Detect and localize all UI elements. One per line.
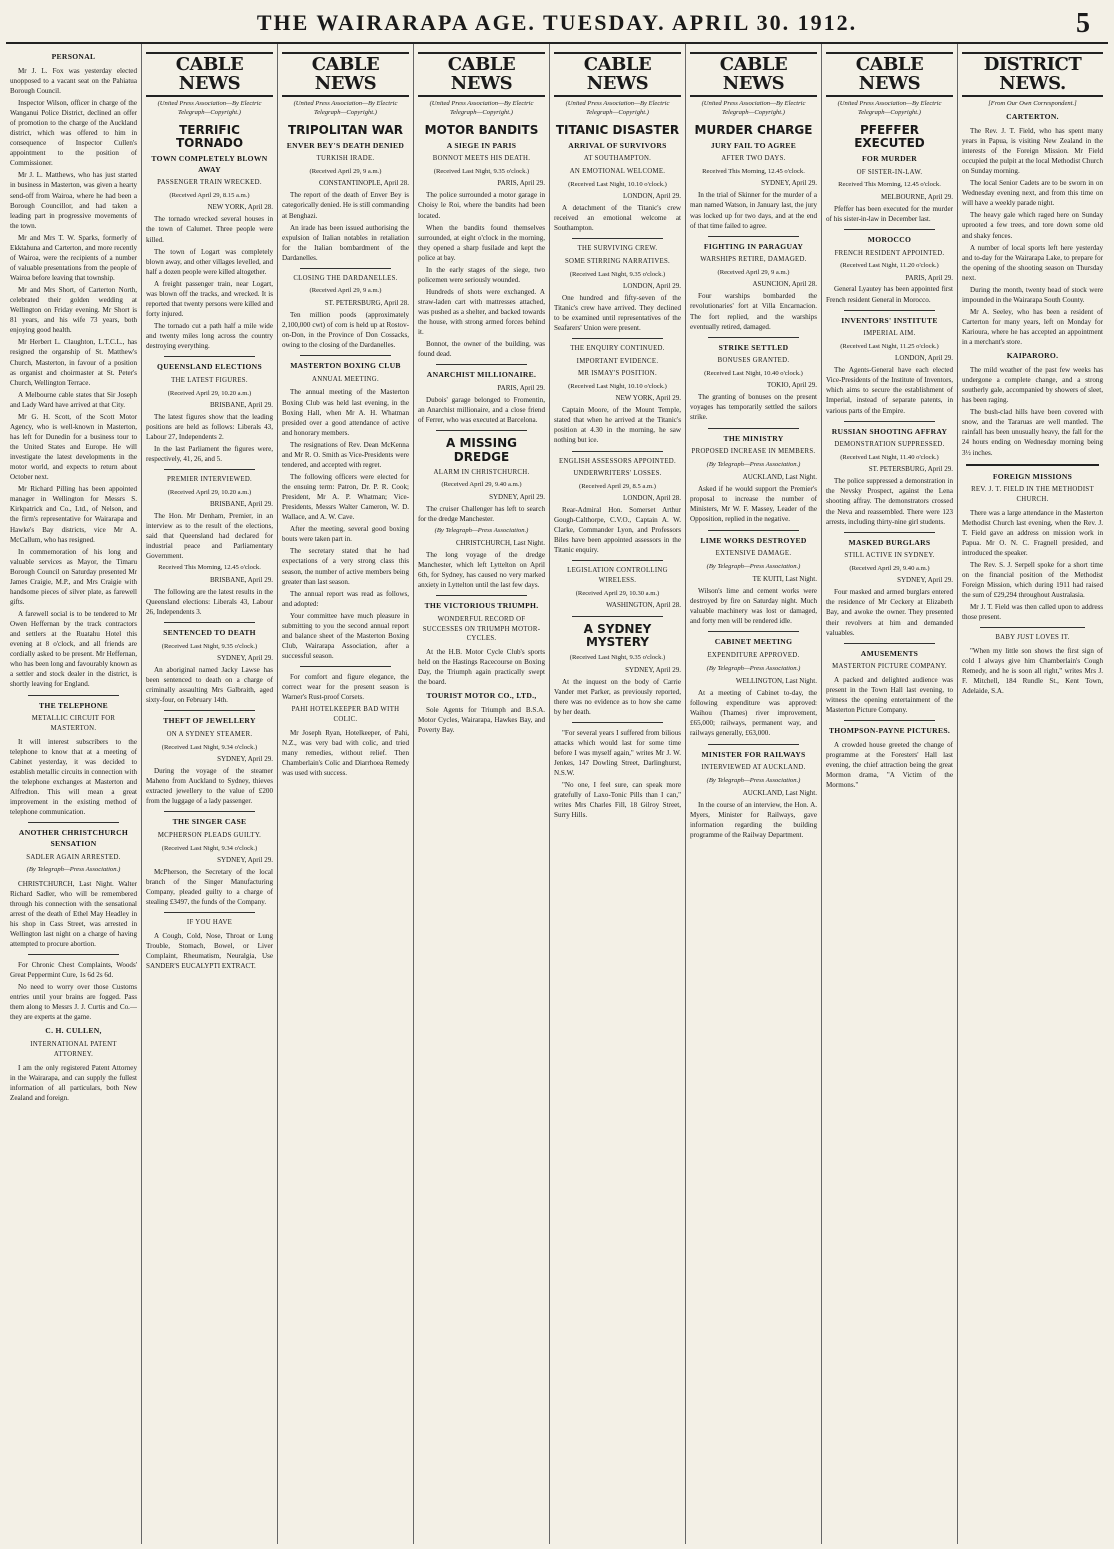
divider [300, 355, 391, 356]
subheadline: ANOTHER CHRISTCHURCH SENSATION [18, 828, 129, 848]
dateline: WELLINGTON, Last Night. [735, 677, 817, 686]
article-paragraph: The cruiser Challenger has left to search for the dredge Manchester. [418, 504, 545, 523]
deck: THE ENQUIRY CONTINUED. [570, 345, 665, 353]
deck: UNDERWRITERS' LOSSES. [573, 470, 662, 478]
credit-line: (By Telegraph—Press Association.) [706, 562, 801, 570]
dateline: SYDNEY, April 29. [217, 654, 273, 663]
subheadline: THE TELEPHONE [39, 700, 108, 710]
credit-line: (United Press Association—By Electric Telegraph—Copyright.) [429, 99, 534, 117]
subheadline: MASKED BURGLARS [848, 537, 931, 547]
subheadline: THOMPSON-PAYNE PICTURES. [828, 726, 951, 736]
divider [572, 338, 663, 339]
deck: DEMONSTRATION SUPPRESSED. [834, 441, 945, 449]
article-paragraph: Four masked and armed burglars entered the residence of Mr Ceckery at Elizabeth Bay, and awoke the owner. They presented their revolvers at him and demanded valuables. [826, 588, 953, 637]
dateline: LONDON, April 28. [623, 494, 681, 503]
article-paragraph: The Rev. J. T. Field, who has spent many years in Papua, is visiting New Zealand in the interests of the Foreign Mission. Mr Field occupied the pulpit at the local Methodist Church on Sunday morning. [962, 126, 1103, 176]
article-paragraph: Mr J. L. Fox was yesterday elected unopposed to a vacant seat on the Pahiatua Borough Council. [10, 66, 137, 95]
credit-line: (By Telegraph—Press Association.) [434, 526, 529, 534]
deck: SADLER AGAIN ARRESTED. [26, 853, 121, 861]
deck: PREMIER INTERVIEWED. [166, 476, 253, 484]
divider [164, 811, 255, 812]
dateline: LONDON, April 29. [623, 281, 681, 290]
deck: PAHI HOTELKEEPER BAD WITH COLIC. [291, 706, 400, 723]
deck: AT SOUTHAMPTON. [583, 155, 652, 163]
headline: MOTOR BANDITS [424, 122, 539, 137]
deck: ON A SYDNEY STEAMER. [166, 731, 253, 739]
article-paragraph: "No one, I feel sure, can speak more gratefully of Laxo-Tonic Pills than I can," writes Mrs Charles Fill, 18 Gilroy Street, Surry Hills. [554, 781, 681, 820]
divider [844, 229, 935, 230]
article-paragraph: An irade has been issued authorising the expulsion of Italian notables in retaliation for the Italian bombardment of the Dardanelles. [282, 223, 409, 262]
deck: WARSHIPS RETIRE, DAMAGED. [700, 256, 807, 264]
dateline: ST. PETERSBURG, April 28. [324, 298, 409, 307]
dateline-received: (Received April 29, 9 a.m.) [309, 168, 382, 176]
subheadline: LIME WORKS DESTROYED [700, 535, 807, 545]
article-paragraph: In commemoration of his long and valuable services as Mayor, the Timaru Borough Council on Saturday presented Mr James Craigie, M.P., and Mrs Craigie with handsome pieces of silver plate, as farewell gifts. [10, 547, 137, 606]
dateline: PARIS, April 29. [497, 384, 545, 393]
deck: BONNOT MEETS HIS DEATH. [432, 155, 531, 163]
article-paragraph: Your committee have much pleasure in submitting to you the second annual report and balance sheet of the Masterton Boxing Club, Wairarapa Association, after a successful season. [282, 611, 409, 661]
article-paragraph: During the month, twenty head of stock were impounded in the Wairarapa South County. [962, 285, 1103, 304]
dateline: LONDON, April 29. [895, 354, 953, 363]
column-8 [958, 44, 1107, 1544]
column-6 [686, 44, 822, 1544]
divider [844, 720, 935, 721]
column-banner: CABLE NEWS [418, 52, 545, 97]
article-paragraph: The annual meeting of the Masterton Boxing Club was held last evening, in the Boxing Hall, when Mr A. H. Whatman presided over a good attendance of active and honorary members. [282, 388, 409, 437]
article-paragraph: Hundreds of shots were exchanged. A straw-laden cart with mattresses attached, was pushed as a shelter, and backed towards the house, with strong armed forces behind it. [418, 287, 545, 337]
divider [708, 744, 799, 745]
headline: TITANIC DISASTER [555, 122, 680, 137]
deck: TURKISH IRADE. [316, 155, 375, 163]
article-paragraph: A crowded house greeted the change of programme at the Foresters' Hall last evening, the chief attraction being the great Mormon drama, "A Victim of the Mormons." [826, 741, 953, 790]
divider [436, 430, 527, 431]
subheadline: ENVER BEY'S DEATH DENIED [286, 140, 405, 150]
divider [164, 356, 255, 357]
subheadline: CABINET MEETING [714, 637, 793, 647]
deck: LEGISLATION CONTROLLING WIRELESS. [567, 567, 668, 585]
article-paragraph: One hundred and fifty-seven of the Titanic's crew have arrived. They declined to be examined until representatives of the Seafarers' Union were present. [554, 293, 681, 332]
divider [28, 695, 119, 696]
subheadline: QUEENSLAND ELECTIONS [157, 362, 262, 372]
article-paragraph: At a meeting of Cabinet to-day, the following expenditure was approved: Waihou (Thames) river improvement, £65,000; railways, permanent way, and railways generally, £63,000. [690, 689, 817, 738]
deck: METALLIC CIRCUIT FOR MASTERTON. [31, 715, 116, 732]
deck: AN EMOTIONAL WELCOME. [569, 168, 666, 176]
dateline: SYDNEY, April 29. [217, 856, 273, 865]
column-banner: CABLE NEWS [690, 52, 817, 97]
dateline: BRISBANE, April 29. [209, 500, 273, 509]
subheadline: AMUSEMENTS [860, 648, 919, 658]
article-paragraph: A packed and delighted audience was present in the Town Hall last evening, to witness the opening entertainment of the Masterton Picture Company. [826, 676, 953, 715]
deck: WONDERFUL RECORD OF SUCCESSES ON TRIUMPH MOTOR-CYCLES. [422, 616, 541, 643]
dateline-received: Received This Morning, 12.45 o'clock. [158, 564, 261, 572]
dateline: WASHINGTON, April 28. [606, 601, 681, 610]
article-paragraph: "When my little son shows the first sign of cold I always give him Chamberlain's Cough Remedy, and he is soon all right," writes Mrs J. F. Mitchell, 184 Rundle St., Kent Town, Adelaide, S.A. [962, 646, 1103, 696]
article-paragraph: A freight passenger train, near Logart, was blown off the tracks, and wrecked. It is reported that twenty persons were killed and forty injured. [146, 279, 273, 318]
article-paragraph: After the meeting, several good boxing bouts were taken part in. [282, 525, 409, 544]
article-paragraph: During the voyage of the steamer Maheno from Auckland to Sydney, thieves extracted jewellery to the value of £200 from the luggage of a lady passenger. [146, 767, 273, 806]
divider [708, 631, 799, 632]
subheadline: CARTERTON. [1006, 112, 1059, 122]
divider [708, 530, 799, 531]
deck: MR ISMAY'S POSITION. [578, 370, 657, 378]
headline: A SYDNEY MYSTERY [583, 622, 652, 650]
article-paragraph: No need to worry over those Customs entries until your brains are fogged. Pass them along to Messrs J. J. Curtis and Co.—they are experts at the game. [10, 983, 137, 1022]
article-paragraph: Mr and Mrs Short, of Carterton North, celebrated their golden wedding at Wellington on Friday evening. Mr Short is 81 years, and his wife 73 years, both enjoying good health. [10, 286, 137, 335]
deck: OF SISTER-IN-LAW. [856, 168, 923, 176]
deck: PASSENGER TRAIN WRECKED. [157, 179, 262, 187]
dateline: NEW YORK, April 28. [207, 203, 273, 212]
article-paragraph: The local Senior Cadets are to be sworn in on Wednesday evening next, and from this time on will have a weekly parade night. [962, 179, 1103, 208]
deck: MCPHERSON PLEADS GUILTY. [157, 832, 262, 840]
dateline-received: (Received April 29, 10.20 a.m.) [167, 389, 252, 397]
article-paragraph: The report of the death of Enver Bey is categorically denied. He is still commanding at Benghazi. [282, 191, 409, 220]
column-5 [550, 44, 686, 1544]
divider [708, 236, 799, 237]
divider [572, 560, 663, 561]
subheadline: FIGHTING IN PARAGUAY [703, 241, 804, 251]
dateline-received: (Received April 29, 10.20 a.m.) [167, 488, 252, 496]
dateline: ST. PETERSBURG, April 29. [868, 465, 953, 474]
column-7 [822, 44, 958, 1544]
subheadline: THE MINISTRY [723, 433, 784, 443]
article-paragraph: The long voyage of the dredge Manchester, which left Lyttelton on April 6th, for Sydney, has caused no very marked anxiety in Lyttelton until the last few days. [418, 551, 545, 590]
divider [844, 532, 935, 533]
column-banner: CABLE NEWS [554, 52, 681, 97]
divider [164, 469, 255, 470]
article-paragraph: The secretary stated that he had expectations of a very strong class this season, the number of active members being greater than last season. [282, 547, 409, 586]
dateline-received: (Received Last Night, 10.40 o'clock.) [704, 370, 803, 378]
divider [980, 627, 1085, 628]
article-paragraph: "For several years I suffered from bilious attacks which would last for some time before I was myself again," writes Mr J. W. Jenkes, 147 Dowling Street, Darlinghurst, N.S.W. [554, 728, 681, 778]
masthead-title: THE WAIRARAPA AGE. TUESDAY. APRIL 30. 1912. [256, 10, 858, 35]
column-banner: CABLE NEWS [826, 52, 953, 97]
column-banner: CABLE NEWS [146, 52, 273, 97]
dateline: SYDNEY, April 29. [489, 492, 545, 501]
deck: MASTERTON PICTURE COMPANY. [832, 663, 947, 671]
subheadline: TOWN COMPLETELY BLOWN AWAY [151, 153, 268, 174]
divider [572, 238, 663, 239]
divider [164, 912, 255, 913]
credit-line: (United Press Association—By Electric Telegraph—Copyright.) [157, 99, 262, 117]
deck: STILL ACTIVE IN SYDNEY. [844, 552, 935, 560]
article-paragraph: At the inquest on the body of Carrie Vander met Parker, as previously reported, there was no evidence as to how she came by her death. [554, 677, 681, 716]
column-4 [414, 44, 550, 1544]
dateline-received: (Received Last Night, 11.20 o'clock.) [840, 262, 939, 270]
article-paragraph: A Cough, Cold, Nose, Throat or Lung Trouble, Stomach, Bowel, or Liver Complaint, Rheumatism, Neuralgia, Use SANDER'S EUCALYPTI EXTRACT. [146, 931, 273, 971]
article-paragraph: Inspector Wilson, officer in charge of the Wanganui Police District, declined an offer of promotion to the charge of the Auckland district, which was offered to him in consequence of Inspector Cullen's appointment to the position of Commissioner. [10, 98, 137, 168]
divider [28, 822, 119, 823]
article-paragraph: The mild weather of the past few weeks has undergone a complete change, and a strong southerly gale, accompanied by showers of sleet, has been raging. [962, 366, 1103, 405]
article-paragraph: The Agents-General have each elected Vice-Presidents of the Institute of Inventors, which aims to secure the establishment of Imperial, instead of separate patents, in various parts of the Empire. [826, 366, 953, 415]
column-3 [278, 44, 414, 1544]
headline: TRIPOLITAN WAR [288, 122, 403, 137]
article-paragraph: The following officers were elected for the ensuing term: Patron, Dr. P. R. Cook; President, Mr A. P. Whatman; Vice-Presidents, Messrs Walter Cameron, W. D. Wallace, and A. W. Cave. [282, 472, 409, 522]
article-paragraph: The Rev. S. J. Serpell spoke for a short time on the financial position of the Methodist Foreign Mission, which during 1911 had raised the sum of £29,294 throughout Australasia. [962, 560, 1103, 600]
subheadline: ANARCHIST MILLIONAIRE. [426, 370, 537, 380]
article-paragraph: A detachment of the Titanic's crew received an emotional welcome at Southampton. [554, 204, 681, 233]
deck: EXPENDITURE APPROVED. [707, 652, 800, 660]
divider [708, 428, 799, 429]
article-paragraph: An aboriginal named Jacky Lawse has been sentenced to death on a charge of criminally assaulting Mrs Galbraith, aged sixty-four, on February 14th. [146, 666, 273, 705]
dateline: AUCKLAND, Last Night. [742, 789, 817, 798]
dateline: BRISBANE, April 29. [209, 400, 273, 409]
credit-line: [From Our Own Correspondent.] [988, 99, 1077, 107]
headline: MURDER CHARGE [694, 122, 813, 137]
dateline: SYDNEY, April 29. [761, 179, 817, 188]
credit-line: (By Telegraph—Press Association.) [26, 866, 121, 874]
deck: PROPOSED INCREASE IN MEMBERS. [691, 448, 816, 456]
deck: IMPORTANT EVIDENCE. [576, 357, 659, 365]
article-paragraph: A Melbourne cable states that Sir Joseph and Lady Ward have arrived at that City. [10, 390, 137, 409]
article-paragraph: Mr A. Seeley, who has been a resident of Carterton for many years, left on Monday for Karioura, where he has accepted an appointment in a merchant's store. [962, 307, 1103, 347]
subheadline: TOURIST MOTOR CO., LTD., [426, 691, 537, 701]
column-banner: CABLE NEWS [282, 52, 409, 97]
credit-line: (By Telegraph—Press Association.) [706, 664, 801, 672]
article-paragraph: Mr Herbert L. Claughton, L.T.C.L., has resigned the organship of St. Matthew's Church, Masterton, in favour of a position as organist and choirmaster at St. Peter's Church, Wellington Terrace. [10, 338, 137, 387]
dateline: CHRISTCHURCH, Last Night. [455, 539, 545, 548]
deck: IF YOU HAVE [186, 919, 233, 927]
dateline-received: (Received Last Night, 10.10 o'clock.) [568, 180, 667, 188]
article-paragraph: Ten million poods (approximately 2,100,000 cwt) of corn is held up at Rostov-on-Don, in the Province of Don Cossacks, owing to the closing of the Dardanelles. [282, 310, 409, 349]
article-paragraph: The police surrounded a motor garage in Choisy le Roi, where the bandits had been located. [418, 191, 545, 220]
dateline-received: (Received April 29, 9.40 a.m.) [441, 481, 522, 489]
column-banner: DISTRICT NEWS. [962, 52, 1103, 97]
article-paragraph: Captain Moore, of the Mount Temple, stated that when he arrived at the Titanic's position at 4.30 in the morning, he saw nothing but ice. [554, 406, 681, 445]
article-paragraph: CHRISTCHURCH, Last Night. Walter Richard Sadler, who will be remembered through his connection with the sensational arrest of the death of Ethel May Headley in his shop in Cass Street, was arrested in Wellington last night on a charge of having attempted to procure abortion. [10, 879, 137, 949]
subheadline: JURY FAIL TO AGREE [710, 140, 797, 150]
article-paragraph: Mr G. H. Scott, of the Scott Motor Agency, who is well-known in Masterton, has left for Dunedin for a business tour to the United States and Europe. He will investigate the latest developments in the motor world, and expects to return about October next. [10, 412, 137, 482]
divider [28, 954, 119, 955]
masthead [6, 4, 1108, 44]
divider [966, 464, 1099, 466]
article-paragraph: Mr J. T. Field was then called upon to address those present. [962, 603, 1103, 622]
dateline: SYDNEY, April 29. [625, 665, 681, 674]
article-paragraph: In the early stages of the siege, two policemen were seriously wounded. [418, 265, 545, 284]
subheadline: KAIPARORO. [1006, 351, 1059, 361]
dateline: PARIS, April 29. [497, 179, 545, 188]
deck: FRENCH RESIDENT APPOINTED. [834, 249, 945, 257]
deck: THE LATEST FIGURES. [171, 376, 248, 384]
subheadline: MINISTER FOR RAILWAYS [701, 749, 806, 759]
subheadline: MASTERTON BOXING CLUB [290, 361, 401, 371]
article-paragraph: Rear-Admiral Hon. Somerset Arthur Gough-Calthorpe, C.V.O., Captain A. W. Clarke, Commander Lyon, and Professors Biles have been appointed assessors in the Titanic enquiry. [554, 506, 681, 555]
divider [436, 595, 527, 596]
article-paragraph: I am the only registered Patent Attorney in the Wairarapa, and can supply the fullest information of all particulars, both New Zealand and foreign. [10, 1063, 137, 1102]
dateline-received: (Received Last Night, 9.35 o'clock.) [569, 270, 666, 278]
credit-line: (By Telegraph—Press Association.) [706, 460, 801, 468]
page-number: 5 [1076, 8, 1090, 39]
article-paragraph: When the bandits found themselves surrounded, at eight o'clock in the morning, they opened a sharp fusilade and kept the police at bay. [418, 223, 545, 262]
dateline-received: (Received Last Night, 9.34 o'clock.) [161, 844, 258, 852]
divider [572, 451, 663, 452]
divider [572, 616, 663, 617]
dateline-received: (Received Last Night, 11.40 o'clock.) [840, 454, 939, 462]
deck: SOME STIRRING NARRATIVES. [564, 257, 671, 265]
subheadline: SENTENCED TO DEATH [163, 627, 256, 637]
credit-line: (United Press Association—By Electric Telegraph—Copyright.) [293, 99, 398, 117]
dateline: TE KUITI, Last Night. [752, 575, 817, 584]
subheadline: THEFT OF JEWELLERY [163, 716, 256, 726]
subheadline: MOROCCO [867, 234, 912, 244]
article-paragraph: General Lyautey has been appointed first French resident General in Morocco. [826, 285, 953, 304]
article-paragraph: In the last Parliament the figures were, respectively, 41, 26, and 5. [146, 445, 273, 464]
article-paragraph: At the H.B. Motor Cycle Club's sports held on the Hastings Racecourse on Boxing Day, the Triumph again practically swept the board. [418, 648, 545, 687]
article-paragraph: Mr Joseph Ryan, Hotelkeeper, of Pahi, N.Z., was very bad with colic, and tried many remedies, without relief. Then Chamberlain's Colic and Diarrhoea Remedy was used with success. [282, 728, 409, 777]
dateline-received: (Received April 29, 8.15 a.m.) [169, 192, 250, 200]
divider [300, 268, 391, 269]
article-paragraph: The granting of bonuses on the present voyages has temporarily settled the sailors strike. [690, 393, 817, 422]
dateline-received: (Received April 29, 9 a.m.) [309, 287, 382, 295]
subheadline: ARRIVAL OF SURVIVORS [568, 140, 667, 150]
credit-line: (United Press Association—By Electric Telegraph—Copyright.) [701, 99, 806, 117]
article-paragraph: The bush-clad hills have been covered with snow, and the Tararuas are well mantled. The rainfall has been unusually heavy, the fall for the 24 hours ending on Wednesday morning being 3½ inches. [962, 408, 1103, 457]
deck: ANNUAL MEETING. [312, 375, 379, 383]
column-1 [6, 44, 142, 1544]
dateline: PARIS, April 29. [905, 273, 953, 282]
divider [572, 722, 663, 723]
subheadline: THE VICTORIOUS TRIUMPH. [424, 601, 539, 611]
subheadline: A SIEGE IN PARIS [446, 140, 517, 150]
article-paragraph: Pfeffer has been executed for the murder of his sister-in-law in December last. [826, 204, 953, 223]
dateline: ASUNCION, April 28. [752, 280, 817, 289]
dateline-received: (Received Last Night, 10.10 o'clock.) [568, 382, 667, 390]
divider [436, 364, 527, 365]
divider [844, 421, 935, 422]
article-paragraph: A farewell social is to be tendered to Mr Owen Heffernan by the track contractors and settlers at the Ruatahu Hotel this evening at 8 o'clock, and all friends are cordially asked to be present. Mr Heffernan, who has been long and favourably known as a settler and stock dealer in the district, is shortly leaving for England. [10, 610, 137, 689]
dateline-received: (Received Last Night, 11.25 o'clock.) [840, 342, 939, 350]
article-paragraph: The following are the latest results in the Queensland elections: Liberals 43, Labour 26, Independents 3. [146, 587, 273, 616]
subheadline: FOR MURDER [861, 153, 918, 163]
dateline-received: (Received April 29, 9 a.m.) [717, 269, 790, 277]
dateline-received: (Received April 29, 9.40 a.m.) [849, 565, 930, 573]
article-paragraph: The police suppressed a demonstration in the Nevsky Prospect, against the Lena shooting affray. The demonstrators crossed the Neva and reassembled. There were 123 arrests, including thirty-nine girl students. [826, 477, 953, 526]
deck: ENGLISH ASSESSORS APPOINTED. [559, 457, 676, 465]
article-paragraph: Mr J. L. Matthews, who has just started in business in Masterton, was given a hearty send-off from Wairoa, where he had been a Borough Councillor, and had taken a leading part in progressive movements of the town. [10, 171, 137, 230]
headline: PFEFFER EXECUTED [854, 122, 925, 150]
dateline-received: (Received Last Night, 9.34 o'clock.) [161, 743, 258, 751]
credit-line: (United Press Association—By Electric Telegraph—Copyright.) [837, 99, 942, 117]
deck: BONUSES GRANTED. [717, 357, 790, 365]
divider [164, 710, 255, 711]
article-paragraph: Bonnot, the owner of the building, was found dead. [418, 340, 545, 359]
divider [300, 666, 391, 667]
article-paragraph: The tornado cut a path half a mile wide and twenty miles long across the country destroying everything. [146, 322, 273, 351]
article-paragraph: The town of Logart was completely blown away, and other villages levelled, and half a dozen people were killed altogether. [146, 247, 273, 276]
dateline-received: (Received April 29, 10.30 a.m.) [575, 589, 660, 597]
article-paragraph: Mr and Mrs T. W. Sparks, formerly of Ekktahuna and Carterton, and more recently of Wairoa, were the recipients of a number of valuable presentations from the people of Wairoa before leaving that township. [10, 233, 137, 283]
article-paragraph: McPherson, the Secretary of the local branch of the Singer Manufacturing Company, pleaded guilty to a charge of stealing £3497, the funds of the Company. [146, 867, 273, 907]
dateline-received: (Received Last Night, 9.35 o'clock.) [161, 642, 258, 650]
deck: EXTENSIVE DAMAGE. [715, 550, 792, 558]
dateline: SYDNEY, April 29. [217, 755, 273, 764]
dateline: SYDNEY, April 29. [897, 576, 953, 585]
subheadline: RUSSIAN SHOOTING AFFRAY [831, 426, 948, 436]
article-paragraph: Four warships bombarded the revolutionaries' fort at Villa Encarnacion. The fort replied, and the warships eventually retired, damaged. [690, 292, 817, 331]
divider [708, 337, 799, 338]
dateline: LONDON, April 29. [623, 192, 681, 201]
deck: INTERVIEWED AT AUCKLAND. [701, 764, 806, 772]
subheadline: C. H. CULLEN, [45, 1026, 102, 1036]
article-paragraph: Dubois' garage belonged to Fromentin, an Anarchist millionaire, and a close friend of Ferrer, who was executed at Barcelona. [418, 396, 545, 425]
article-paragraph: The resignations of Rev. Dean McKenna and Mr R. O. Smith as Vice-Presidents were tendered, and accepted with regret. [282, 440, 409, 469]
deck: THE SURVIVING CREW. [577, 245, 658, 253]
dateline: BRISBANE, April 29. [209, 575, 273, 584]
article-paragraph: In the trial of Skinner for the murder of a man named Watson, in January last, the jury was locked up for two days, and at the end of that time failed to agree. [690, 191, 817, 230]
article-paragraph: The latest figures show that the leading positions are held as follows: Liberals 43, Labour 27, Independents 2. [146, 412, 273, 442]
credit-line: (United Press Association—By Electric Telegraph—Copyright.) [565, 99, 670, 117]
subheadline: INVENTORS' INSTITUTE [841, 315, 938, 325]
column-2 [142, 44, 278, 1544]
deck: ALARM IN CHRISTCHURCH. [433, 468, 530, 476]
dateline: NEW YORK, April 29. [615, 394, 681, 403]
deck: AFTER TWO DAYS. [721, 155, 786, 163]
article-paragraph: Mr Richard Pilling has been appointed manager in Wellington for Messrs S. Kirkpatrick and Co., Ltd., of Nelson, and the firm's representative for Wairarapa and Hawke's Bay districts, vice Mr A. McCallum, who has resigned. [10, 485, 137, 544]
article-paragraph: The tornado wrecked several houses in the town of Calumet. Three people were killed. [146, 215, 273, 244]
headline: A MISSING DREDGE [446, 436, 517, 464]
deck: REV. J. T. FIELD IN THE METHODIST CHURCH. [971, 486, 1094, 503]
article-paragraph: The heavy gale which raged here on Sunday uprooted a few trees, and tore down some old and shaky fences. [962, 211, 1103, 240]
subheadline: PERSONAL [51, 52, 96, 61]
deck: CLOSING THE DARDANELLES. [293, 274, 398, 282]
credit-line: (By Telegraph—Press Association.) [706, 776, 801, 784]
article-paragraph: The Hon. Mr Denham, Premier, in an interview as to the result of the elections, said that Queensland had declared for industrial peace and Parliamentary Government. [146, 512, 273, 561]
article-paragraph: The annual report was read as follows, and adopted: [282, 589, 409, 608]
dateline-received: Received This Morning, 12.45 o'clock. [838, 181, 941, 189]
headline: TERRIFIC TORNADO [175, 122, 244, 150]
dateline-received: (Received Last Night, 9.35 o'clock.) [569, 654, 666, 662]
article-paragraph: A number of local sports left here yesterday and to-day for the Wairarapa Lake, to prepare for the opening of the shooting season on Thursday next. [962, 243, 1103, 282]
dateline: MELBOURNE, April 29. [881, 192, 953, 201]
subheadline: STRIKE SETTLED [718, 342, 789, 352]
dateline: AUCKLAND, Last Night. [742, 473, 817, 482]
dateline: TOKIO, April 29. [766, 381, 817, 390]
deck: INTERNATIONAL PATENT ATTORNEY. [30, 1041, 117, 1058]
article-paragraph: It will interest subscribers to the telephone to know that at a meeting of Cabinet yesterday, it was decided to establish metallic circuits in connection with the telephone exchanges at Masterton and Alfredton. This will mean a great improvement in the existing method of telephone communication. [10, 737, 137, 817]
article-paragraph: For comfort and figure elegance, the correct wear for the present season is Warner's Rust-proof Corsets. [282, 673, 409, 702]
subheadline: THE SINGER CASE [172, 817, 247, 827]
article-paragraph: Asked if he would support the Premier's proposal to increase the number of Ministers, Mr W. F. Massey, Leader of the Opposition, replied in the negative. [690, 485, 817, 524]
dateline-received: Received This Morning, 12.45 o'clock. [702, 168, 805, 176]
dateline-received: (Received Last Night, 9.35 o'clock.) [433, 168, 530, 176]
subheadline: FOREIGN MISSIONS [992, 471, 1073, 481]
article-paragraph: There was a large attendance in the Masterton Methodist Church last evening, when the Rev. J. T. Field gave an address on mission work in Papua. Mr O. N. C. Fragnell presided, and introduced the speaker. [962, 508, 1103, 557]
article-paragraph: Sole Agents for Triumph and B.S.A. Motor Cycles, Wairarapa, Hawkes Bay, and Poverty Bay. [418, 706, 545, 735]
columns [6, 44, 1108, 1544]
article-paragraph: Wilson's lime and cement works were destroyed by fire on Saturday night. Much valuable machinery was lost or damaged, and forty men will be rendered idle. [690, 587, 817, 626]
divider [844, 310, 935, 311]
divider [844, 643, 935, 644]
article-paragraph: In the course of an interview, the Hon. A. Myers, Minister for Railways, gave information regarding the building programme of the Railway Department. [690, 801, 817, 840]
deck: BABY JUST LOVES IT. [995, 634, 1070, 642]
deck: IMPERIAL AIM. [863, 330, 916, 338]
article-paragraph: For Chronic Chest Complaints, Woods' Great Peppermint Cure, 1s 6d 2s 6d. [10, 961, 137, 980]
dateline: CONSTANTINOPLE, April 28. [318, 179, 409, 188]
dateline-received: (Received April 29, 8.5 a.m.) [579, 482, 656, 490]
divider [164, 622, 255, 623]
